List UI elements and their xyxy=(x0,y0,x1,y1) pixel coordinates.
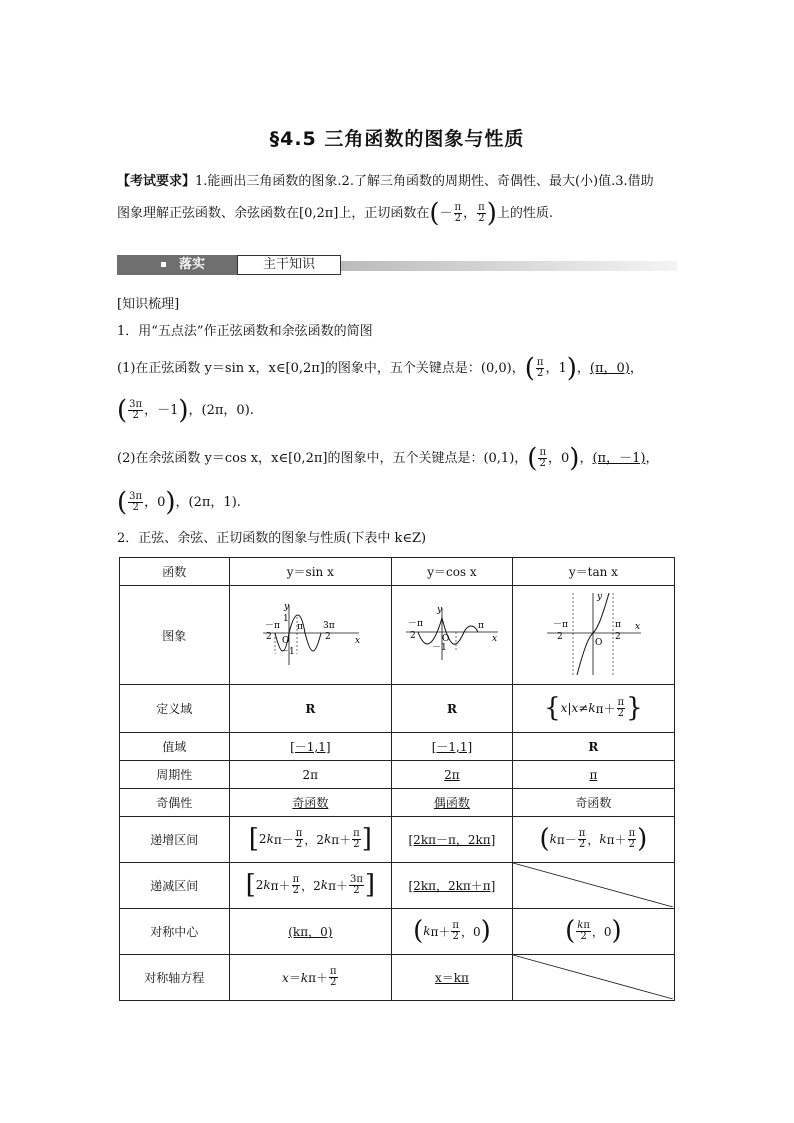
paragraph-1-2-cont: ( $\frac{3\pi}{2}$ ，0)，(2π，1). xyxy=(117,487,241,518)
svg-text:2: 2 xyxy=(615,631,622,642)
table-row-parity: 奇偶性 奇函数 偶函数 奇函数 xyxy=(120,789,675,817)
paragraph-1: 1．用“五点法”作正弦函数和余弦函数的简图 xyxy=(117,324,373,339)
svg-text:－1: －1 xyxy=(280,646,296,657)
table-row-period: 周期性 2π 2π π xyxy=(120,761,675,789)
banner-left-label: 落实 xyxy=(179,257,206,272)
table-row-range: 值域 [－1,1] [－1,1] R xyxy=(120,733,675,761)
tan-graph xyxy=(512,586,674,685)
properties-table xyxy=(119,557,675,1001)
page-title: §4.5 三角函数的图象与性质 xyxy=(269,128,525,150)
banner-right-label: 主干知识 xyxy=(237,255,341,275)
paragraph-1-2: (2)在余弦函数 y＝cos x，x∈[0,2π]的图象中，五个关键点是：(0,1)，( $\frac{\pi}{2}$ ，0)，(π，－1)， xyxy=(117,443,659,474)
svg-text:π: π xyxy=(477,620,484,631)
knowledge-heading: [知识梳理] xyxy=(117,297,180,312)
table-row-domain: 定义域 R R { x | x ≠ k π＋ $\frac{\pi}{2}$ } xyxy=(120,685,675,733)
paragraph-1-1-cont: ( $\frac{3\pi}{2}$ ，－1)，(2π，0). xyxy=(117,395,254,426)
svg-text:π: π xyxy=(297,621,304,632)
svg-text:O: O xyxy=(595,637,603,648)
svg-text:2: 2 xyxy=(557,631,564,642)
table-row-center: 对称中心 (kπ，0) ( k π＋ $\frac{\pi}{2}$ ，0 ) ( $\frac{k\pi}{2}$ ，0 ) xyxy=(120,909,675,955)
svg-text:y: y xyxy=(436,604,443,615)
paragraph-1-1: (1)在正弦函数 y＝sin x，x∈[0,2π]的图象中，五个关键点是：(0,0)，( $\frac{\pi}{2}$ ，1)，(π，0)， xyxy=(117,353,643,384)
svg-text:2: 2 xyxy=(325,631,332,642)
svg-text:O: O xyxy=(282,635,290,646)
table-row-increasing: 递增区间 [ 2 k π－ $\frac{\pi}{2}$ ，2 k π＋ $\frac{\pi}{2}$ ] [2kπ－π，2kπ] ( k π－ $\frac{\pi}{2}$ ， k π＋ $\frac{\pi}{2}$ ) xyxy=(120,817,675,863)
svg-text:y: y xyxy=(597,591,603,602)
svg-text:x: x xyxy=(635,621,641,632)
empty-diagonal-cell xyxy=(512,863,674,909)
table-row-graph: 图象 x y O －π 2 π 3π 2 －1 1 x y O －π 2 π －1 y O x －π 2 π 2 xyxy=(120,586,675,685)
svg-text:－π: －π xyxy=(407,618,423,629)
sin-graph xyxy=(229,586,392,685)
svg-text:O: O xyxy=(441,633,450,644)
cos-graph xyxy=(392,586,513,685)
svg-text:x: x xyxy=(491,633,497,644)
svg-text:x: x xyxy=(355,635,361,646)
paragraph-2: 2．正弦、余弦、正切函数的图象与性质(下表中 k∈Z) xyxy=(117,531,427,546)
section-banner xyxy=(117,255,677,275)
svg-text:－π: －π xyxy=(265,620,281,631)
empty-diagonal-cell xyxy=(512,955,674,1001)
svg-text:3π: 3π xyxy=(323,620,335,631)
table-header-row: 函数 y＝sin x y＝cos x y＝tan x xyxy=(120,558,675,586)
svg-text:2: 2 xyxy=(266,631,273,642)
svg-text:2: 2 xyxy=(409,630,416,641)
svg-text:－1: －1 xyxy=(431,642,447,653)
svg-text:π: π xyxy=(615,619,622,630)
exam-requirements-line2: 图象理解正弦函数、余弦函数在[0,2π]上，正切函数在(－ $\frac{\pi}{2}$ ， $\frac{\pi}{2}$ )上的性质. xyxy=(117,198,554,229)
svg-text:y: y xyxy=(284,601,290,612)
exam-label: 【考试要求】 xyxy=(117,174,196,189)
table-row-decreasing: 递减区间 [ 2 k π＋ $\frac{\pi}{2}$ ，2 k π＋ $\frac{3\pi}{2}$ ] [2kπ，2kπ＋π] xyxy=(120,863,675,909)
svg-text:1: 1 xyxy=(283,613,290,624)
table-row-axis: 对称轴方程 x ＝ k π＋ $\frac{\pi}{2}$ x＝kπ xyxy=(120,955,675,1001)
exam-requirements-line1: 【考试要求】1.能画出三角函数的图象.2.了解三角函数的周期性、奇偶性、最大(小)值.3.借助 xyxy=(117,174,654,189)
svg-text:－π: －π xyxy=(553,619,569,630)
